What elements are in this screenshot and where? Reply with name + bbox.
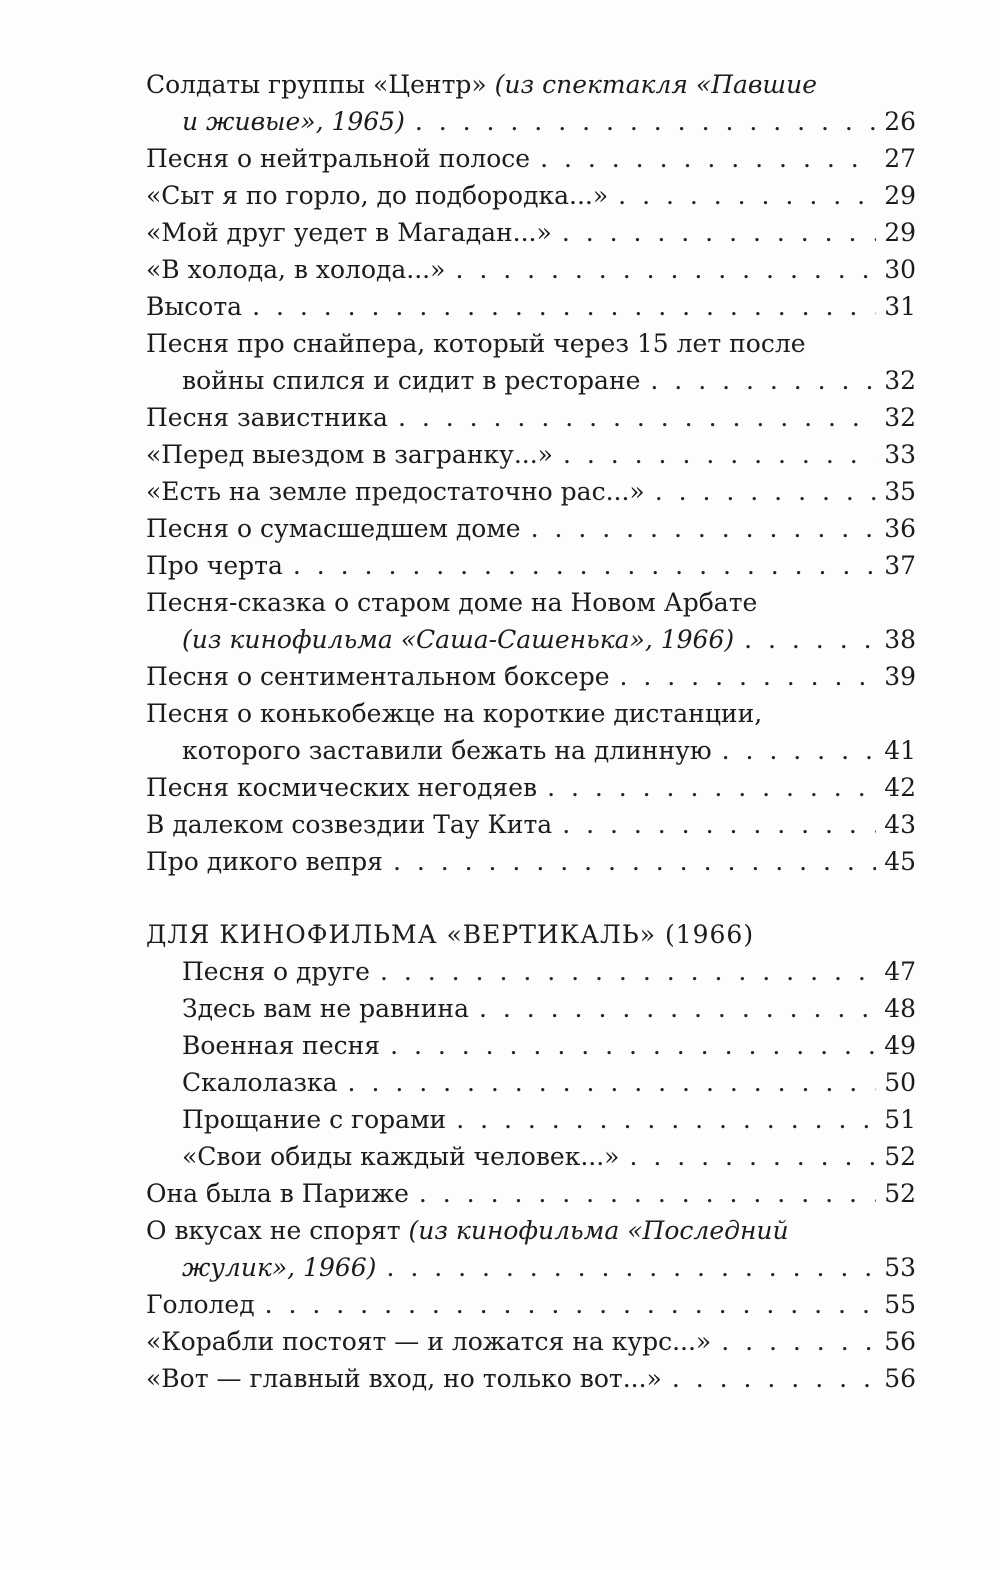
toc-entry-line1 [146,66,916,103]
toc-entry-title: Песня о сентиментальном боксере [146,662,610,691]
toc-entry [146,473,916,510]
toc-page-number: 43 [884,810,916,839]
toc-entry-line1: Песня-сказка о старом доме на Новом Арбате [146,588,758,617]
toc-page-number: 32 [884,366,916,395]
toc-entry-title-part: О вкусах не спорят [146,1216,409,1245]
toc-page-number: 39 [884,662,916,691]
toc-page-number: 31 [884,292,916,321]
dot-leader [552,214,876,251]
toc-entry-note: (из кинофильма «Саша-Сашенька», 1966) [182,625,735,654]
dot-leader [711,1323,876,1360]
toc-page-number: 56 [884,1364,916,1393]
toc-entry [146,1286,916,1323]
toc-entry [146,140,916,177]
toc-entry-title: Песня о сумасшедшем доме [146,514,521,543]
toc-entry-title [182,103,405,140]
toc-entry-title: войны спился и сидит в ресторане [182,366,641,395]
toc-entry-title: Скалолазка [182,1068,338,1097]
toc-page-number: 51 [884,1105,916,1134]
toc-page-number: 56 [884,1327,916,1356]
dot-leader [255,1286,877,1323]
toc-page-number: 35 [884,477,916,506]
toc-entry [146,1175,916,1212]
toc-entry-title: «Сыт я по горло, до подбородка...» [146,181,609,210]
toc-entry-title: Военная песня [182,1031,381,1060]
toc-entry-note: и живые», 1965) [182,107,405,136]
dot-leader [552,806,876,843]
toc-page-number: 33 [884,440,916,469]
toc-entry [146,1138,916,1175]
toc-entry-title: «Перед выездом в загранку...» [146,440,553,469]
dot-leader [383,843,876,880]
toc-entry-title: «Вот — главный вход, но только вот...» [146,1364,662,1393]
dot-leader [662,1360,876,1397]
dot-leader [640,362,876,399]
toc-entry [146,436,916,473]
toc-page-number: 52 [884,1142,916,1171]
toc-page-number: 53 [884,1253,916,1282]
toc-entry-title: Про черта [146,551,283,580]
toc-entry [146,695,916,769]
toc-entry-line1: Песня о конькобежце на короткие дистанции, [146,699,763,728]
toc-entry [146,547,916,584]
dot-leader [376,1249,876,1286]
toc-page-number: 55 [884,1290,916,1319]
toc-entry-title: которого заставили бежать на длинную [182,736,712,765]
toc-page-number: 47 [884,957,916,986]
dot-leader [608,177,876,214]
dot-leader [553,436,876,473]
toc-entry-title: Песня космических негодяев [146,773,538,802]
dot-leader [712,732,877,769]
toc-entry [146,251,916,288]
toc-entry [146,325,916,399]
toc-entry [146,584,916,658]
dot-leader [469,990,876,1027]
toc-entry-title: Прощание с горами [182,1105,447,1134]
toc-page-number: 30 [884,255,916,284]
dot-leader [537,769,876,806]
toc-entry [146,1027,916,1064]
toc-entry [146,769,916,806]
toc-entry-note: жулик», 1966) [182,1253,377,1282]
dot-leader [530,140,876,177]
toc-entry [146,177,916,214]
toc-entry [146,1323,916,1360]
toc-page-number: 38 [884,625,916,654]
toc-entry-title: Песня завистника [146,403,388,432]
toc-entry-title: «Корабли постоят — и ложатся на курс...» [146,1327,712,1356]
toc-entry-title: Высота [146,292,243,321]
toc-entry [146,1101,916,1138]
toc-entry [146,806,916,843]
toc-entry [146,66,916,140]
dot-leader [446,1101,876,1138]
toc-entry-title: «Свои обиды каждый человек...» [182,1142,620,1171]
toc-entry-line1: Песня про снайпера, который через 15 лет после [146,329,806,358]
toc-entry-title: «Есть на земле предостаточно рас...» [146,477,645,506]
toc-entry [146,214,916,251]
dot-leader [338,1064,877,1101]
toc-entry [146,399,916,436]
dot-leader [734,621,876,658]
toc-entry [146,1064,916,1101]
section-heading: ДЛЯ КИНОФИЛЬМА «ВЕРТИКАЛЬ» (1966) [146,920,755,949]
dot-leader [370,953,876,990]
toc-page-number: 48 [884,994,916,1023]
toc-entry [146,510,916,547]
toc-entry-title: «В холода, в холода...» [146,255,446,284]
dot-leader [619,1138,876,1175]
toc-entry [146,1212,916,1286]
toc-page-number: 45 [884,847,916,876]
toc-page-number: 36 [884,514,916,543]
dot-leader [409,1175,876,1212]
toc-entry-title: Песня о друге [182,957,370,986]
toc-entry [146,288,916,325]
table-of-contents [146,66,916,1397]
dot-leader [242,288,876,325]
toc-entry-note: (из кинофильма «Последний [408,1216,789,1245]
toc-entry-title [182,1249,376,1286]
toc-page-number: 32 [884,403,916,432]
toc-entry-line1 [146,1212,916,1249]
toc-page-number: 52 [884,1179,916,1208]
toc-entry-title: Она была в Париже [146,1179,409,1208]
toc-page-number: 27 [884,144,916,173]
toc-page-number: 42 [884,773,916,802]
toc-page-number: 49 [884,1031,916,1060]
toc-entry [146,1360,916,1397]
toc-page-number: 26 [884,107,916,136]
dot-leader [445,251,876,288]
toc-page-number: 37 [884,551,916,580]
toc-page-number: 41 [884,736,916,765]
dot-leader [521,510,877,547]
dot-leader [388,399,876,436]
toc-entry-title: Гололед [146,1290,255,1319]
dot-leader [610,658,877,695]
toc-entry [146,953,916,990]
toc-page-number: 29 [884,218,916,247]
toc-entry-title: В далеком созвездии Тау Кита [146,810,553,839]
toc-entry-title: Здесь вам не равнина [182,994,469,1023]
toc-entry [146,843,916,880]
toc-entry [146,658,916,695]
toc-entry-title: Про дикого вепря [146,847,383,876]
toc-entry-title-part: Солдаты группы «Центр» [146,70,495,99]
toc-entry-title: Песня о нейтральной полосе [146,144,531,173]
dot-leader [283,547,876,584]
dot-leader [380,1027,876,1064]
toc-entry-title: «Мой друг уедет в Магадан...» [146,218,552,247]
dot-leader [645,473,876,510]
dot-leader [405,103,876,140]
toc-page-number: 29 [884,181,916,210]
toc-entry [146,990,916,1027]
toc-entry-note: (из спектакля «Павшие [494,70,818,99]
toc-entry-title [182,621,734,658]
toc-page-number: 50 [884,1068,916,1097]
